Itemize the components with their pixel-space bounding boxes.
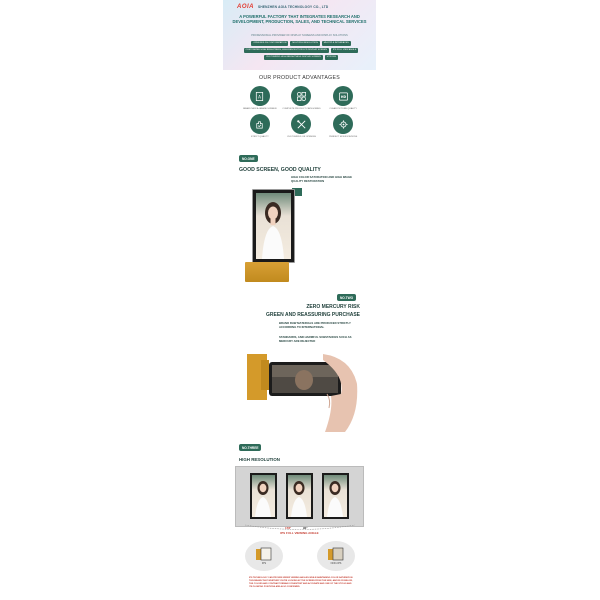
section-title: GOOD SCREEN, GOOD QUALITY	[239, 167, 321, 173]
screen-sample	[322, 473, 349, 519]
non-ips-label: NON-IPS	[330, 562, 342, 565]
section-tag: NO.TWO	[337, 294, 356, 301]
product-page	[223, 0, 376, 600]
categories-icon	[291, 86, 311, 106]
ips-description: IPS TECHNOLOGY CAN PROVIDE WIDER VIEWING ANGLES WHILE MAINTAINING COLOR SATURATION. THIS MEANS THAT WHETHER YOU'RE LOOKING AT THE SCREEN FROM THE SIDE, ABOVE OR BELOW, THE COLORS AND CONTRAST REMAIN CONSISTENT AND ACCURATE AND ONE OF THE STYLUS AND ITS FLOATING POSITIONS ARE ALSO CONFIRMED.	[249, 577, 353, 588]
advantages-title: OUR PRODUCT ADVANTAGES	[259, 75, 340, 81]
brand-row	[237, 4, 328, 10]
advantage-label: COMPLETE PRODUCT CATEGORIES	[282, 108, 321, 110]
tools-icon	[291, 114, 311, 134]
advantage-item	[322, 86, 364, 110]
advantage-label: CUSTOMIZED OR OPENING	[286, 136, 316, 138]
non-ips-sample	[317, 541, 355, 571]
company-logo: AOIA	[237, 4, 254, 10]
banner-headline: A POWERFUL FACTORY THAT INTEGRATES RESEARCH AND DEVELOPMENT, PRODUCTION, SALES, AND TECHNICAL SERVICES	[232, 14, 367, 24]
section-tag: NO.THREE	[239, 444, 261, 451]
advantage-label: STRICT QUALITY	[250, 136, 269, 138]
feature-chip: IPS FULL VIEW ANGLE	[332, 49, 357, 51]
section-tag: NO.ONE	[239, 155, 258, 162]
advantage-label: PERFECT MODIFICATIONS	[329, 136, 358, 138]
advantage-item	[281, 114, 323, 138]
header-banner	[223, 0, 376, 70]
gear-icon	[333, 114, 353, 134]
feature-chip: MULTIPLE RESOLUTION	[292, 42, 318, 44]
angle-value-left: 178°	[285, 526, 292, 530]
advantage-label: BRAND NEW A GRADE SCREEN	[243, 108, 277, 110]
angle-value-right: 90°	[303, 526, 308, 530]
screen-sample	[250, 473, 277, 519]
lcd-screen-image	[252, 189, 295, 263]
ips-comparison	[245, 541, 355, 571]
a-grade-icon	[250, 86, 270, 106]
hand-holding-screen-image	[247, 354, 359, 432]
hand-check-icon	[250, 114, 270, 134]
section-title: ZERO MERCURY RISK	[306, 304, 360, 310]
section-description: BRAND RAW MATERIALS ARE PRODUCED STRICTLY ACCORDING TO INTERNATIONAL	[279, 321, 351, 329]
advantage-item	[322, 114, 364, 138]
advantage-item	[239, 86, 281, 110]
svg-text:HD: HD	[340, 94, 346, 99]
screen-sample	[286, 473, 313, 519]
advantage-item	[239, 114, 281, 138]
section-description: HIGH COLOR SATURATION AND HIGH IMAGE QUALITY RESTORATION	[291, 175, 353, 183]
ips-label: IPS	[261, 562, 267, 565]
advantages-grid	[239, 86, 364, 138]
flex-cable	[245, 262, 289, 282]
ips-sample	[245, 541, 283, 571]
hd-icon	[333, 86, 353, 106]
advantage-item	[281, 86, 323, 110]
feature-chip: CUSTOMIZED HIGH BRIGHTNESS, HIGH RESOLUTION LCD DISPLAY SCREEN	[245, 49, 327, 51]
section-description: STANDARDS, AND HARMFUL SUBSTANCES SUCH AS MERCURY ARE REJECTED	[279, 335, 352, 343]
advantage-label: CLEAR PICTURE QUALITY	[329, 108, 357, 110]
feature-chip: CUSTOMIZED HIGH BRIGHTNESS DISPLAY SCREEN	[265, 56, 321, 58]
portrait-image	[256, 193, 291, 259]
company-name: SHENZHEN AOIA TECHNOLOGY CO., LTD	[258, 5, 329, 9]
feature-chips	[231, 41, 371, 60]
section-subtitle: GREEN AND REASSURING PURCHASE	[266, 312, 360, 318]
section-title: HIGH RESOLUTION	[239, 457, 280, 462]
viewing-angle-label: IPS FULL VIEWING ANGLE	[280, 531, 319, 535]
feature-chip: OPEN MOLDS CUSTOMIZATION	[253, 42, 287, 44]
viewing-angle-gallery	[235, 466, 364, 527]
feature-chip: STRONG	[326, 56, 337, 58]
banner-subline: PROFESSIONAL PROVIDER OF DISPLAY SCREENS AND DISPLAY SOLUTIONS	[251, 34, 348, 37]
feature-chip: MULTIPLE INTERFACES	[323, 42, 349, 44]
svg-text:A: A	[258, 93, 262, 99]
